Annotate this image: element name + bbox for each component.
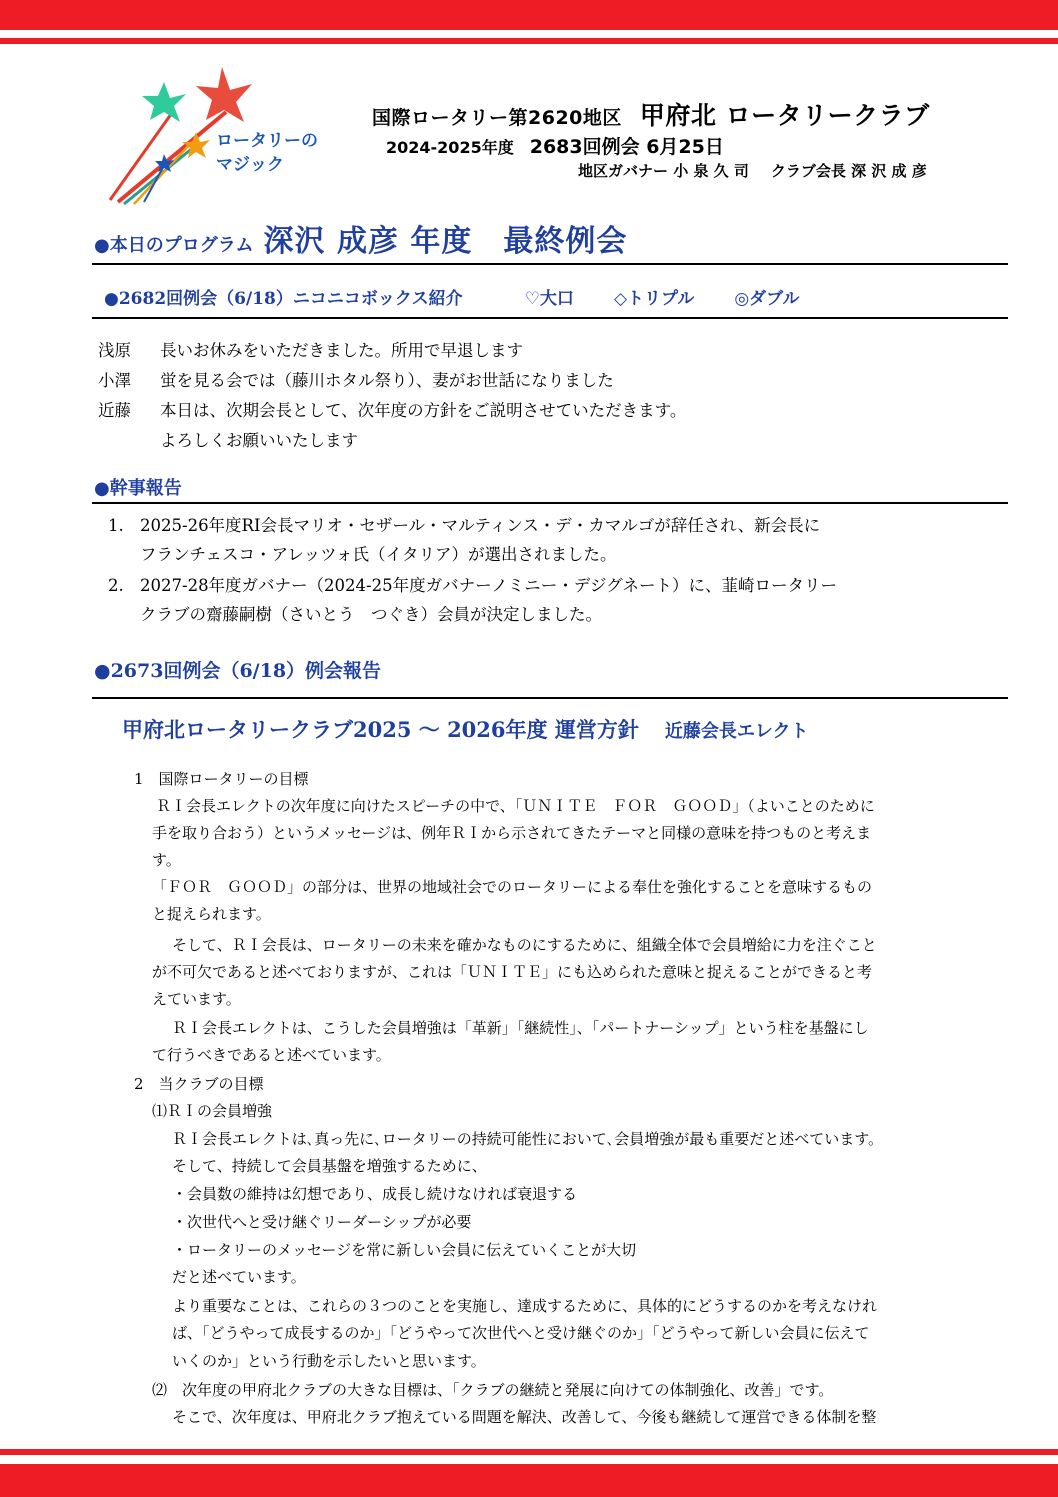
entry-text: 長いお休みをいただきました。所用で早退します — [160, 341, 523, 360]
header-meeting-line — [386, 132, 724, 159]
policy-line: ⑴ＲＩの会員増強 — [152, 1102, 273, 1120]
item-text: 2027-28年度ガバナー（2024-25年度ガバナーノミニー・デジグネート）に、韮崎ロータリー — [140, 576, 837, 595]
club-name: 甲府北 ロータリークラブ — [639, 101, 930, 130]
nikoniko-entry — [98, 336, 523, 366]
nikoniko-entry — [98, 366, 614, 396]
member-name: 小澤 — [98, 371, 131, 390]
nikoniko-entry-cont — [98, 426, 358, 456]
president-name: クラブ会長 深 沢 成 彦 — [770, 162, 927, 180]
entry-text: よろしくお願いいたします — [160, 431, 358, 450]
policy-line: と捉えられます。 — [152, 905, 271, 923]
legend-triple: ◇トリプル — [613, 289, 695, 309]
logo-text-line1: ロータリーの — [216, 131, 318, 151]
member-name: 浅原 — [98, 341, 131, 360]
item-number: 1. — [108, 516, 124, 535]
policy-title: 甲府北ロータリークラブ2025 ～ 2026年度 運営方針 — [122, 717, 639, 742]
policy-line: いくのか」という行動を示したいと思います。 — [172, 1352, 486, 1370]
policy-line: ＲＩ会長エレクトは､真っ先に､ロータリーの持続可能性において､会員増強が最も重要だと述べています。 — [172, 1130, 884, 1148]
policy-line: 1 国際ロータリーの目標 — [134, 770, 309, 788]
item-text: 2025-26年度RI会長マリオ・セザール・マルティンス・デ・カマルゴが辞任され、新会長に — [140, 516, 821, 535]
logo-text-line2: マジック — [216, 155, 284, 175]
fiscal-year: 2024-2025年度 — [386, 138, 514, 157]
governor-name: 地区ガバナー 小 泉 久 司 — [578, 162, 749, 180]
divider — [92, 317, 1008, 319]
top-red-line — [0, 38, 1058, 44]
meeting-number: 2683回例会 6月25日 — [529, 136, 724, 158]
policy-line: より重要なことは、これらの３つのことを実施し、達成するために、具体的にどうするのかを考えなけれ — [172, 1297, 878, 1315]
divider — [92, 697, 1008, 699]
legend-large: ♡大口 — [524, 289, 574, 309]
rotary-magic-logo — [104, 62, 344, 212]
policy-line: ⑵ 次年度の甲府北クラブの大きな目標は、「クラブの継続と発展に向けての体制強化、改善」です。 — [152, 1381, 834, 1399]
secretary-report-heading: ●幹事報告 — [94, 478, 182, 499]
program-heading — [94, 216, 627, 260]
policy-line: が不可欠であると述べておりますが、これは「ＵＮＩＴＥ」にも込められた意味と捉えることができると考 — [152, 963, 873, 981]
policy-line: そこで、次年度は、甲府北クラブ抱えている問題を解決、改善して、今後も継続して運営できる体制を整 — [172, 1408, 877, 1426]
header-title — [372, 96, 930, 132]
meeting-report-heading: ●2673回例会（6/18）例会報告 — [94, 660, 382, 682]
nikoniko-entry — [98, 396, 686, 426]
policy-line: ・ロータリーのメッセージを常に新しい会員に伝えていくことが大切 — [172, 1241, 637, 1259]
policy-line: そして、ＲＩ会長は、ロータリーの未来を確かなものにするために、組織全体で会員増給に力を注ぐこと — [172, 936, 877, 954]
policy-line: て行うべきであると述べています。 — [152, 1046, 391, 1064]
policy-author: 近藤会長エレクト — [664, 721, 809, 742]
policy-line: す。 — [152, 851, 181, 869]
divider — [92, 263, 1008, 265]
policy-line: そして、持続して会員基盤を増強するために、 — [172, 1157, 487, 1175]
member-name: 近藤 — [98, 401, 131, 420]
entry-text: 本日は、次期会長として、次年度の方針をご説明させていただきます。 — [160, 401, 687, 420]
policy-line: ＲＩ会長エレクトは、こうした会員増強は「革新」「継続性」、「パートナーシップ」という柱を基盤にし — [172, 1019, 869, 1037]
program-title: 深沢 成彦 年度 最終例会 — [263, 224, 628, 259]
top-red-band — [0, 0, 1058, 30]
header-officers — [578, 160, 927, 181]
policy-line: 手を取り合おう）というメッセージは、例年ＲＩから示されてきたテーマと同様の意味を持つものと考えま — [152, 824, 872, 842]
policy-line: だと述べています。 — [172, 1268, 306, 1286]
policy-line: 2 当クラブの目標 — [134, 1075, 264, 1093]
secretary-item — [108, 511, 1008, 569]
bottom-red-line — [0, 1449, 1058, 1455]
policy-line: 「ＦＯＲ ＧＯＯＤ」の部分は、世界の地域社会でのロータリーによる奉仕を強化することを意味するもの — [152, 878, 873, 896]
item-number: 2. — [108, 576, 124, 595]
secretary-item — [108, 571, 1008, 629]
entry-text: 蛍を見る会では（藤川ホタル祭り）、妻がお世話になりました — [160, 371, 614, 390]
item-text: クラブの齋藤嗣樹（さいとう つぐき）会員が決定しました。 — [140, 605, 602, 624]
legend-double: ◎ダブル — [734, 289, 800, 309]
policy-line: えています。 — [152, 990, 241, 1008]
policy-line: ・会員数の維持は幻想であり、成長し続けなければ衰退する — [172, 1185, 578, 1203]
policy-line: ・次世代へと受け継ぐリーダーシップが必要 — [172, 1213, 472, 1231]
program-label: ●本日のプログラム — [94, 235, 254, 256]
policy-heading — [122, 714, 808, 744]
divider — [92, 502, 1008, 504]
item-text: フランチェスコ・アレッツォ氏（イタリア）が選出されました。 — [140, 545, 617, 564]
policy-line: ＲＩ会長エレクトの次年度に向けたスピーチの中で、「ＵＮＩＴＥ ＦＯＲ ＧＯＯＤ」（よいことのために — [156, 797, 875, 815]
nikoniko-heading — [104, 284, 800, 309]
policy-line: ば、「どうやって成長するのか」「どうやって次世代へと受け継ぐのか」「どうやって新しい会員に伝えて — [172, 1324, 870, 1342]
bottom-red-band — [0, 1464, 1058, 1497]
nikoniko-title: ●2682回例会（6/18）ニコニコボックス紹介 — [104, 289, 463, 309]
district-name: 国際ロータリー第2620地区 — [372, 107, 622, 129]
